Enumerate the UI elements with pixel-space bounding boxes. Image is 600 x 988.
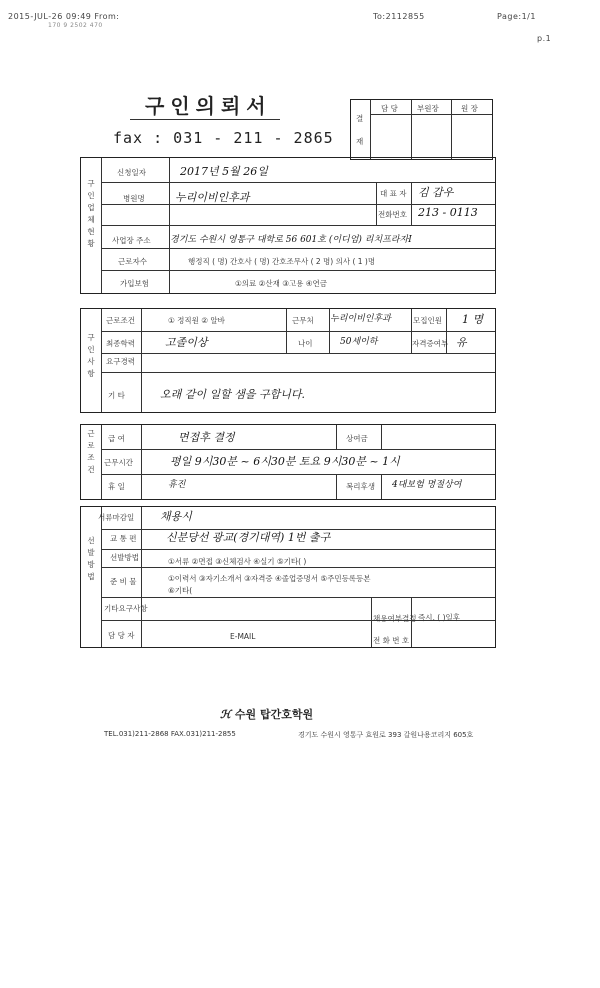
education-label: 최종학력 xyxy=(106,339,135,348)
ceo-label: 대 표 자 xyxy=(380,189,407,198)
apply-date-value: 2017년 5월 26일 xyxy=(180,165,268,178)
docs-value-other: ⑥기타( xyxy=(168,586,193,595)
tel-label: 전 화 번 호 xyxy=(373,636,410,645)
approval-box xyxy=(350,99,493,160)
approval-col-vice-director: 부원장 xyxy=(417,104,439,113)
footer-address: 경기도 수원시 영통구 효원로 393 갈원나용코리지 605호 xyxy=(298,731,474,739)
logo-icon: ℋ xyxy=(220,708,231,721)
fax-header-to: To:2112855 xyxy=(373,12,425,21)
license-label: 자격증여부 xyxy=(412,339,449,348)
hire-decision-label: 채용여부결정 xyxy=(373,614,417,623)
holiday-label: 휴 일 xyxy=(108,482,125,491)
welfare-label: 복리후생 xyxy=(346,482,375,491)
docs-value: ①이력서 ③자기소개서 ③자격증 ④졸업증명서 ⑤주민등록등본 xyxy=(168,574,371,583)
fax-header-left-sub: 170 9 2502 470 xyxy=(48,22,103,29)
docs-label: 준 비 물 xyxy=(110,577,137,586)
workplace-value: 누리이비인후과 xyxy=(330,314,391,324)
section1-side-label: 구인업체현황 xyxy=(87,179,95,248)
career-label: 요구경력 xyxy=(106,357,135,366)
condition-label: 근로조건 xyxy=(106,316,135,325)
section2-side-label: 구인사항 xyxy=(87,333,95,378)
deadline-value: 채용시 xyxy=(160,510,192,523)
manager-label: 담 당 자 xyxy=(108,631,135,640)
age-value: 50세이하 xyxy=(340,337,378,347)
bonus-label: 상여금 xyxy=(346,434,368,443)
method-label: 선발방법 xyxy=(110,553,139,562)
etc-value: 오래 같이 일할 샘을 구합니다. xyxy=(160,388,305,401)
section4-side-label: 선발방법 xyxy=(87,536,95,581)
approval-label-bottom: 재 xyxy=(356,137,364,146)
etc-label: 기 타 xyxy=(108,391,125,400)
email-label: E-MAIL xyxy=(230,632,256,641)
fax-header-page: Page:1/1 xyxy=(497,12,536,21)
transport-value: 신분당선 광교(경기대역) 1번 출구 xyxy=(166,531,331,544)
transport-label: 교 통 편 xyxy=(110,534,137,543)
apply-date-label: 신청일자 xyxy=(117,168,146,177)
other-req-label: 기타요구사항 xyxy=(104,604,148,613)
academy-logo xyxy=(220,703,313,722)
address-value: 경기도 수원시 영통구 대학로 56 601호 (이디엄) 리치프라자Ⅰ xyxy=(170,235,412,245)
fax-number-handwritten: fax : 031 - 211 - 2865 xyxy=(113,129,334,147)
phone-value: 213 - 0113 xyxy=(418,206,478,219)
approval-col-manager: 담 당 xyxy=(381,104,398,113)
deadline-label: 서류마감일 xyxy=(98,513,135,522)
page-number: p.1 xyxy=(537,34,552,43)
workers-value: 행정직 ( 명) 간호사 ( 명) 간호조무사 ( 2 명) 의사 ( 1 )명 xyxy=(188,257,376,266)
hospital-label: 병원명 xyxy=(123,194,145,203)
workers-label: 근로자수 xyxy=(118,257,147,266)
holiday-value: 휴진 xyxy=(168,480,186,490)
section3-side-label: 근로조건 xyxy=(87,429,95,474)
academy-name: 수원 탑간호학원 xyxy=(234,708,314,721)
approval-label-top: 결 xyxy=(356,114,364,123)
salary-label: 급 여 xyxy=(108,434,125,443)
hours-label: 근무시간 xyxy=(104,458,133,467)
ceo-value: 김 갑우 xyxy=(418,186,454,199)
recruit-value: 1 명 xyxy=(462,313,484,326)
hire-decision-value: 즉시, ( )일후 xyxy=(418,613,460,622)
salary-value: 면접후 결정 xyxy=(178,431,235,444)
phone-label: 전화번호 xyxy=(378,210,407,219)
title-underline xyxy=(130,119,280,120)
insurance-value: ①의료 ②산재 ③고용 ④연금 xyxy=(235,279,328,288)
fax-header-left: 2015-JUL-26 09:49 From: xyxy=(8,12,120,21)
form-title: 구인의뢰서 xyxy=(145,94,272,118)
welfare-value: 4대보험 명절상여 xyxy=(392,480,462,490)
footer-contact: TEL.031)211-2868 FAX.031)211-2855 xyxy=(104,730,236,738)
condition-value: ① 정직원 ② 알바 xyxy=(168,316,225,325)
approval-col-director: 원 장 xyxy=(461,104,478,113)
education-value: 고졸이상 xyxy=(165,336,208,349)
hospital-value: 누리이비인후과 xyxy=(175,191,250,204)
age-label: 나이 xyxy=(298,339,313,348)
recruit-label: 모집인원 xyxy=(413,316,442,325)
workplace-label: 근무처 xyxy=(292,316,314,325)
method-value: ①서류 ②면접 ③신체검사 ④실기 ⑤기타( ) xyxy=(168,557,307,566)
insurance-label: 가입보험 xyxy=(120,279,149,288)
license-value: 유 xyxy=(456,336,467,349)
address-label: 사업장 주소 xyxy=(112,236,151,245)
hours-value: 평일 9시30분 ~ 6시30분 토요 9시30분 ~ 1시 xyxy=(170,455,400,468)
